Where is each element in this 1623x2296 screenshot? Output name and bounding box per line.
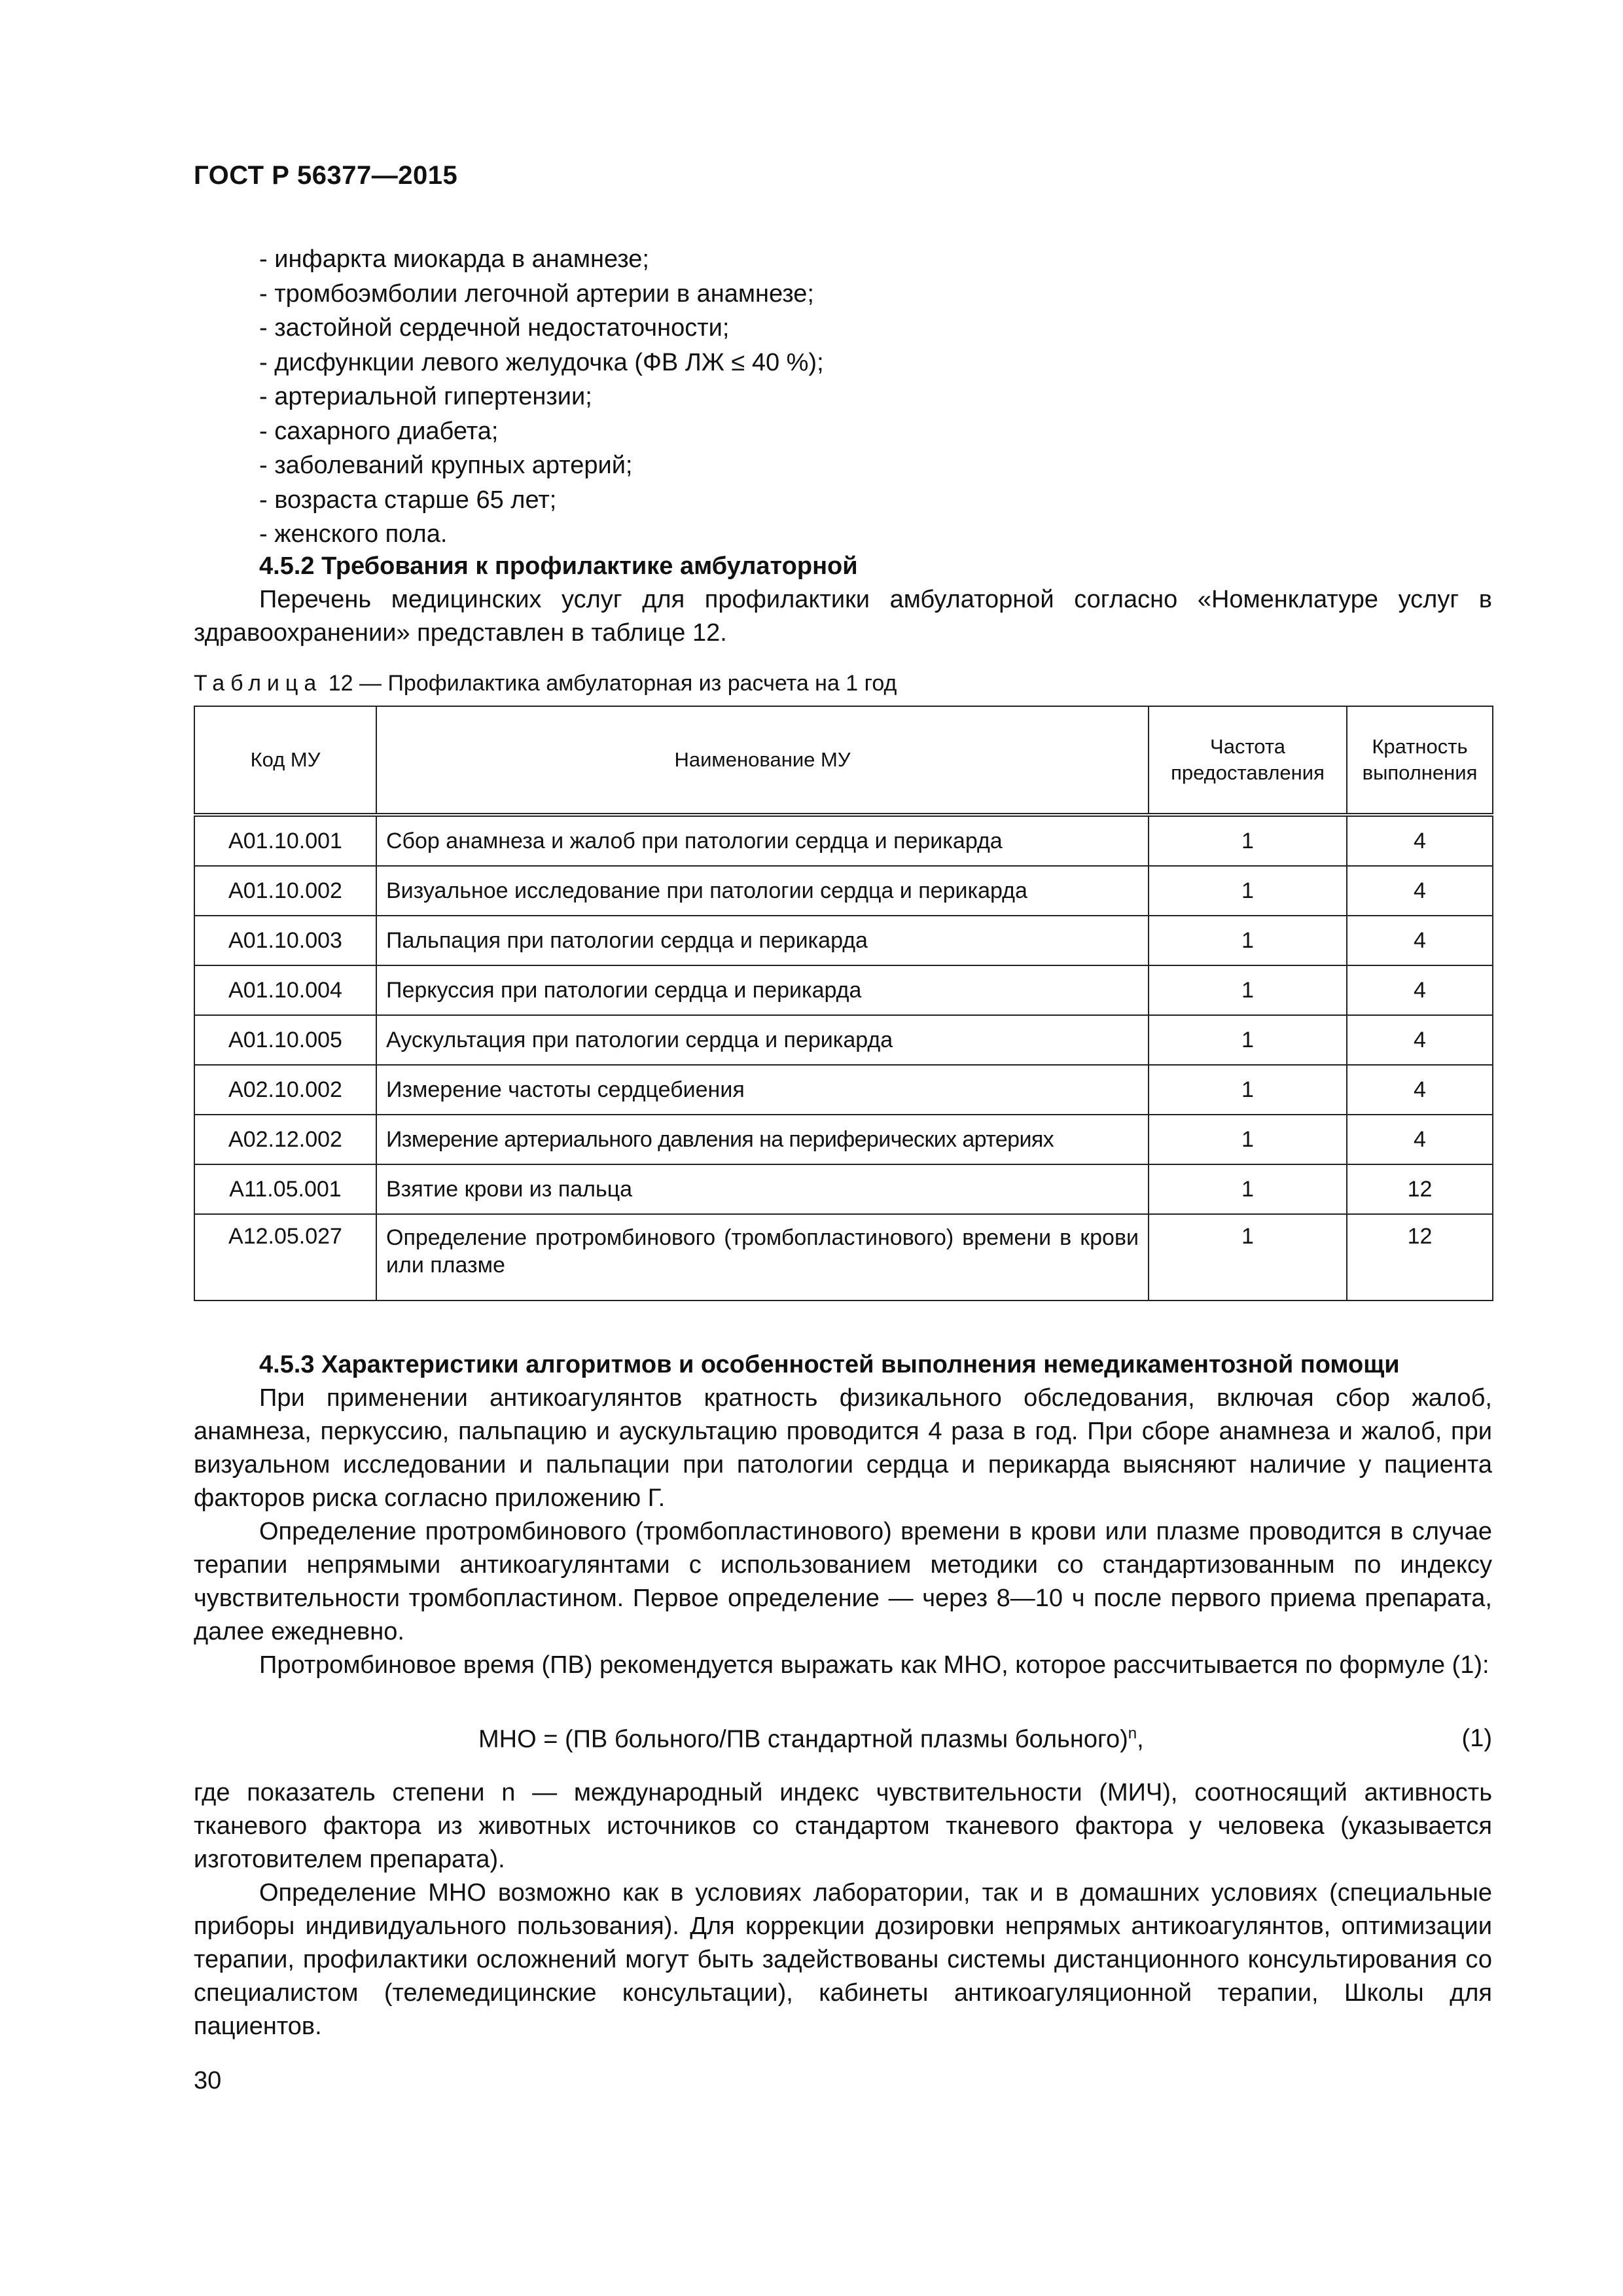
list-item: - дисфункции левого желудочка (ФВ ЛЖ ≤ 40 %);	[259, 348, 824, 376]
paragraph: Перечень медицинских услуг для профилактики амбулаторной согласно «Номенклатуре услуг в здравоохранении» представлен в таблице 12.	[194, 586, 1492, 647]
service-frequency: 1	[1149, 1164, 1347, 1214]
section-heading: 4.5.3 Характеристики алгоритмов и особенностей выполнения немедикаментозной помощи	[259, 1351, 1400, 1378]
service-multiplicity: 4	[1347, 916, 1493, 965]
service-frequency: 1	[1149, 1065, 1347, 1115]
service-code: A02.12.002	[194, 1115, 376, 1164]
service-code: A01.10.004	[194, 965, 376, 1015]
service-name: Измерение артериального давления на периферических артериях	[376, 1115, 1149, 1164]
formula-number: (1)	[1461, 1725, 1492, 1752]
column-header: Кратность выполнения	[1347, 706, 1493, 815]
service-name: Аускультация при патологии сердца и перикарда	[376, 1015, 1149, 1065]
table-header-row	[194, 706, 1493, 815]
formula-inr	[194, 1725, 1492, 1759]
paragraph: Протромбиновое время (ПВ) рекомендуется выражать как МНО, которое рассчитывается по формуле (1):	[259, 1651, 1489, 1679]
list-item: - застойной сердечной недостаточности;	[259, 314, 730, 342]
service-frequency: 1	[1149, 866, 1347, 916]
list-item: - женского пола.	[259, 520, 448, 548]
service-code: A01.10.002	[194, 866, 376, 916]
service-frequency: 1	[1149, 1214, 1347, 1300]
column-header: Частота предоставления	[1149, 706, 1347, 815]
list-item: - сахарного диабета;	[259, 417, 499, 445]
list-item: - заболеваний крупных артерий;	[259, 452, 633, 479]
table-caption-text: 12 — Профилактика амбулаторная из расчета на 1 год	[322, 671, 897, 696]
section-4-5-2	[194, 550, 1492, 650]
service-code: A11.05.001	[194, 1164, 376, 1214]
table-caption-label: Таблица	[194, 671, 323, 696]
list-item: - тромбоэмболии легочной артерии в анамнезе;	[259, 279, 814, 308]
formula-trailing: ,	[1137, 1725, 1144, 1753]
table-row	[194, 1065, 1493, 1115]
formula-expression	[478, 1725, 1144, 1754]
service-multiplicity: 4	[1347, 1115, 1493, 1164]
service-multiplicity: 4	[1347, 965, 1493, 1015]
table-row	[194, 866, 1493, 916]
services-table	[194, 706, 1493, 1301]
risk-factor-list	[259, 242, 824, 552]
service-code: A01.10.003	[194, 916, 376, 965]
service-frequency: 1	[1149, 1115, 1347, 1164]
section-4-5-3	[194, 1348, 1492, 1682]
section-heading: 4.5.2 Требования к профилактике амбулаторной	[259, 552, 858, 580]
service-code: A01.10.005	[194, 1015, 376, 1065]
service-code: A12.05.027	[194, 1214, 376, 1300]
service-code: A02.10.002	[194, 1065, 376, 1115]
service-multiplicity: 12	[1347, 1164, 1493, 1214]
service-multiplicity: 4	[1347, 815, 1493, 866]
service-multiplicity: 12	[1347, 1214, 1493, 1300]
document-header: ГОСТ Р 56377—2015	[194, 161, 458, 190]
paragraph: Определение протромбинового (тромбопластинового) времени в крови или плазме проводится в случае терапии непрямыми антикоагулянтами с использованием методики со стандартизованным по индексу чувствительности тромбопластином. Первое определение — через 8—10 ч после первого приема препарата, далее ежедневно.	[194, 1518, 1492, 1645]
service-code: A01.10.001	[194, 815, 376, 866]
service-frequency: 1	[1149, 1015, 1347, 1065]
page-number: 30	[194, 2067, 222, 2094]
paragraph: При применении антикоагулянтов кратность физикального обследования, включая сбор жалоб, анамнеза, перкуссию, пальпацию и аускультацию проводится 4 раза в год. При сборе анамнеза и жалоб, при визуальном исследовании и пальпации при патологии сердца и перикарда выясняют наличие у пациента факторов риска согласно приложению Г.	[194, 1384, 1492, 1512]
table-row	[194, 815, 1493, 866]
table-row	[194, 1214, 1493, 1300]
service-multiplicity: 4	[1347, 866, 1493, 916]
column-header: Наименование МУ	[376, 706, 1149, 815]
service-name: Пальпация при патологии сердца и перикарда	[376, 916, 1149, 965]
table-row	[194, 1015, 1493, 1065]
table-row	[194, 1115, 1493, 1164]
list-item: - артериальной гипертензии;	[259, 383, 592, 410]
service-multiplicity: 4	[1347, 1065, 1493, 1115]
after-formula-text	[194, 1776, 1492, 2043]
service-multiplicity: 4	[1347, 1015, 1493, 1065]
table-row	[194, 965, 1493, 1015]
service-name: Перкуссия при патологии сердца и перикарда	[376, 965, 1149, 1015]
table-caption	[194, 671, 897, 696]
service-frequency: 1	[1149, 965, 1347, 1015]
service-frequency: 1	[1149, 815, 1347, 866]
service-frequency: 1	[1149, 916, 1347, 965]
service-name: Сбор анамнеза и жалоб при патологии сердца и перикарда	[376, 815, 1149, 866]
paragraph: Определение МНО возможно как в условиях лаборатории, так и в домашних условиях (специальные приборы индивидуального пользования). Для коррекции дозировки непрямых антикоагулянтов, оптимизации терапии, профилактики осложнений могут быть задействованы системы дистанционного консультирования со специалистом (телемедицинские консультации), кабинеты антикоагуляционной терапии, Школы для пациентов.	[194, 1879, 1492, 2040]
service-name: Измерение частоты сердцебиения	[376, 1065, 1149, 1115]
service-name: Визуальное исследование при патологии сердца и перикарда	[376, 866, 1149, 916]
list-item: - возраста старше 65 лет;	[259, 486, 557, 514]
formula-exponent: n	[1128, 1725, 1137, 1742]
table-row	[194, 916, 1493, 965]
service-name: Взятие крови из пальца	[376, 1164, 1149, 1214]
column-header: Код МУ	[194, 706, 376, 815]
paragraph: где показатель степени n — международный индекс чувствительности (МИЧ), соотносящий активность тканевого фактора из животных источников со стандартом тканевого фактора у человека (указывается изготовителем препарата).	[194, 1779, 1492, 1873]
list-item: - инфаркта миокарда в анамнезе;	[259, 245, 649, 273]
table-row	[194, 1164, 1493, 1214]
formula-text: МНО = (ПВ больного/ПВ стандартной плазмы больного)	[478, 1725, 1128, 1753]
service-name: Определение протромбинового (тромбопластинового) времени в крови или плазме	[376, 1214, 1149, 1300]
